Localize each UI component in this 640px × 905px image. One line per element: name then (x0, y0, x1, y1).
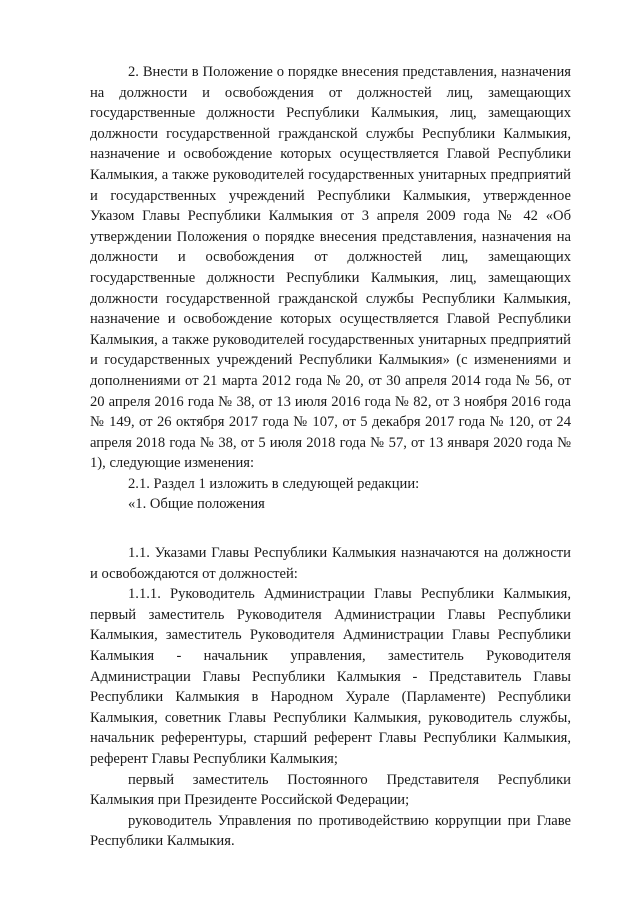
paragraph-item-1-1: 1.1. Указами Главы Республики Калмыкия назначаются на должности и освобождаются от должностей: (90, 545, 571, 582)
paragraph-item-2: 2. Внести в Положение о порядке внесения представления, назначения на должности и освобождения от должностей лиц, замещающих государственные должности Республики Калмыкия, лиц, замещающих должности государственной гражданской службы Республики Калмыкия, назначение и освобождение которых осуществляется Главой Республики Калмыкия, а также руководителей государственных унитарных предприятий и государственных учреждений Республики Калмыкия, утвержденное Указом Главы Республики Калмыкия от 3 апреля 2009 года № 42 «Об утверждении Положения о порядке внесения представления, назначения на должности и освобождения от должностей лиц, замещающих государственные должности Республики Калмыкия, лиц, замещающих должности государственной гражданской службы Республики Калмыкия, назначение и освобождение которых осуществляется Главой Республики Калмыкия, а также руководителей государственных унитарных предприятий и государственных учреждений Республики Калмыкия» (с изменениями и дополнениями от 21 марта 2012 года № 20, от 30 апреля 2014 года № 56, от 20 апреля 2016 года № 38, от 13 июля 2016 года № 82, от 3 ноября 2016 года № 149, от 26 октября 2017 года № 107, от 5 декабря 2017 года № 120, от 24 апреля 2018 года № 38, от 5 июля 2018 года № 57, от 13 января 2020 года № 1), следующие изменения: (90, 64, 571, 472)
paragraph-item-1-1-1: 1.1.1. Руководитель Администрации Главы Республики Калмыкия, первый заместитель Руководителя Администрации Главы Республики Калмыкия, заместитель Руководителя Администрации Главы Республики Калмыкия - начальник управления, заместитель Руководителя Администрации Главы Республики Калмыкия - Представитель Главы Республики Калмыкия в Народном Хурале (Парламенте) Республики Калмыкия, советник Главы Республики Калмыкия, руководитель службы, начальник референтуры, старший референт Главы Республики Калмыкия, референт Главы Республики Калмыкия; (90, 586, 571, 767)
paragraph-first-deputy: первый заместитель Постоянного Представителя Республики Калмыкия при Президенте Российской Федерации; (90, 771, 571, 809)
document-section-amendments (90, 62, 571, 515)
paragraph-anticorruption-head: руководитель Управления по противодействию коррупции при Главе Республики Калмыкия. (90, 812, 571, 850)
paragraph-item-2-1: 2.1. Раздел 1 изложить в следующей редакции: (128, 475, 420, 492)
document-section-general-provisions (90, 543, 571, 852)
paragraph-heading-general-provisions: «1. Общие положения (128, 496, 265, 513)
